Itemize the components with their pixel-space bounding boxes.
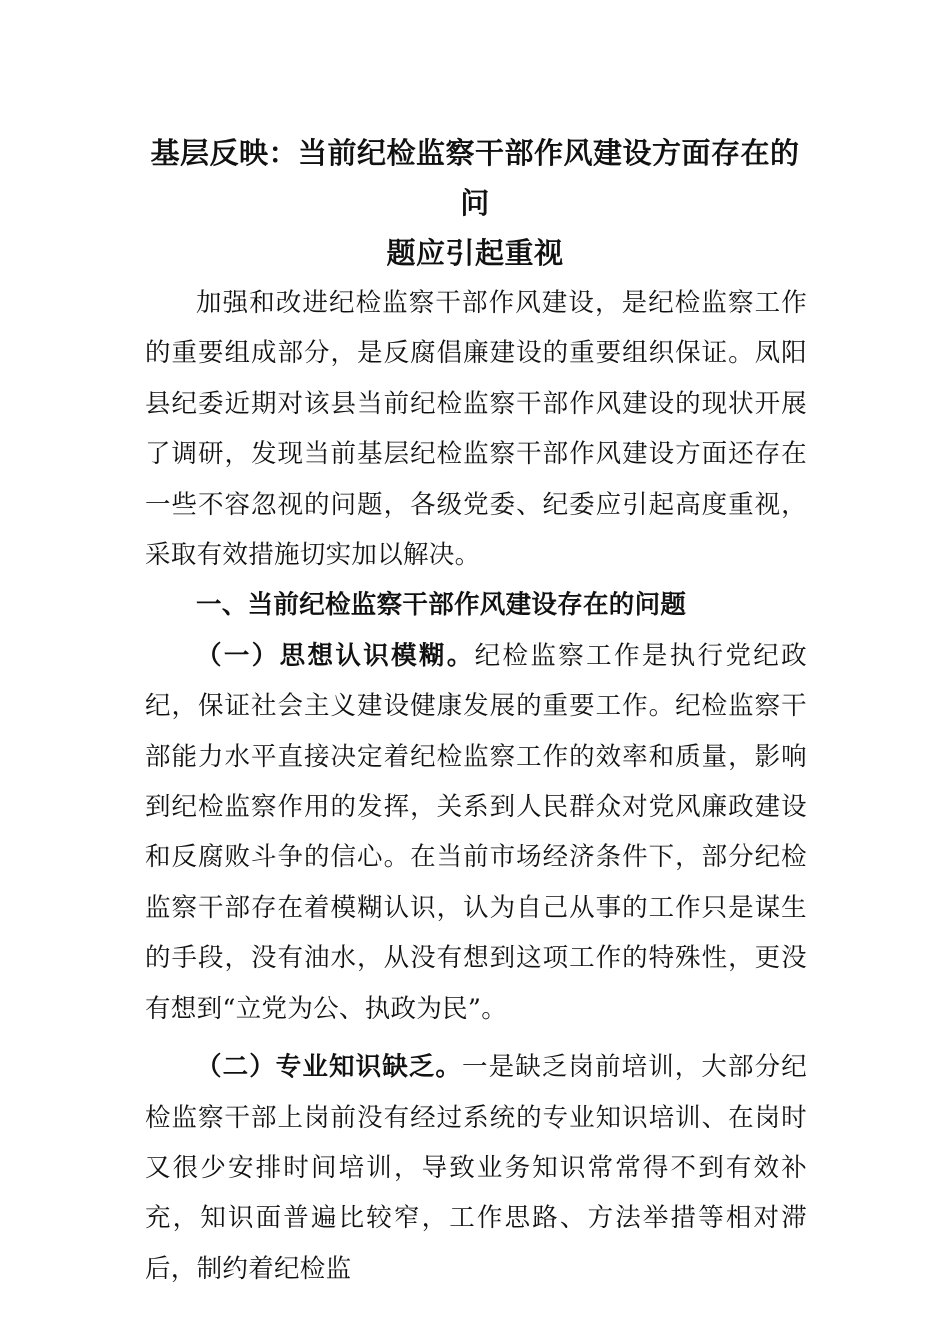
item-2-body: 一是缺乏岗前培训，大部分纪检监察干部上岗前没有经过系统的专业知识培训、在岗时又很少安排时间培训，导致业务知识常常得不到有效补充，知识面普遍比较窄，工作思路、方法举措等相对滞后，制约着纪检监 (145, 1052, 807, 1284)
item-1-lead: （一）思想认识模糊。 (196, 640, 475, 671)
item-2-paragraph (145, 1042, 807, 1294)
document-body (145, 278, 807, 1294)
item-1-body: 纪检监察工作是执行党纪政纪，保证社会主义建设健康发展的重要工作。纪检监察干部能力水平直接决定着纪检监察工作的效率和质量，影响到纪检监察作用的发挥，关系到人民群众对党风廉政建设和反腐败斗争的信心。在当前市场经济条件下，部分纪检监察干部存在着模糊认识，认为自己从事的工作只是谋生的手段，没有油水，从没有想到这项工作的特殊性，更没有想到“立党为公、执政为民”。 (145, 640, 807, 1024)
item-1-paragraph (145, 631, 807, 1034)
section-heading-1: 一、当前纪检监察干部作风建设存在的问题 (196, 590, 687, 621)
title-line-1: 基层反映：当前纪检监察干部作风建设方面存在的问 (150, 136, 800, 220)
title-line-2: 题应引起重视 (386, 236, 564, 270)
intro-paragraph: 加强和改进纪检监察干部作风建设，是纪检监察工作的重要组成部分，是反腐倡廉建设的重要组织保证。凤阳县纪委近期对该县当前纪检监察干部作风建设的现状开展了调研，发现当前基层纪检监察干部作风建设方面还存在一些不容忽视的问题，各级党委、纪委应引起高度重视，采取有效措施切实加以解决。 (145, 288, 807, 571)
item-2-lead: （二）专业知识缺乏。 (196, 1052, 462, 1083)
document-title (140, 128, 810, 278)
